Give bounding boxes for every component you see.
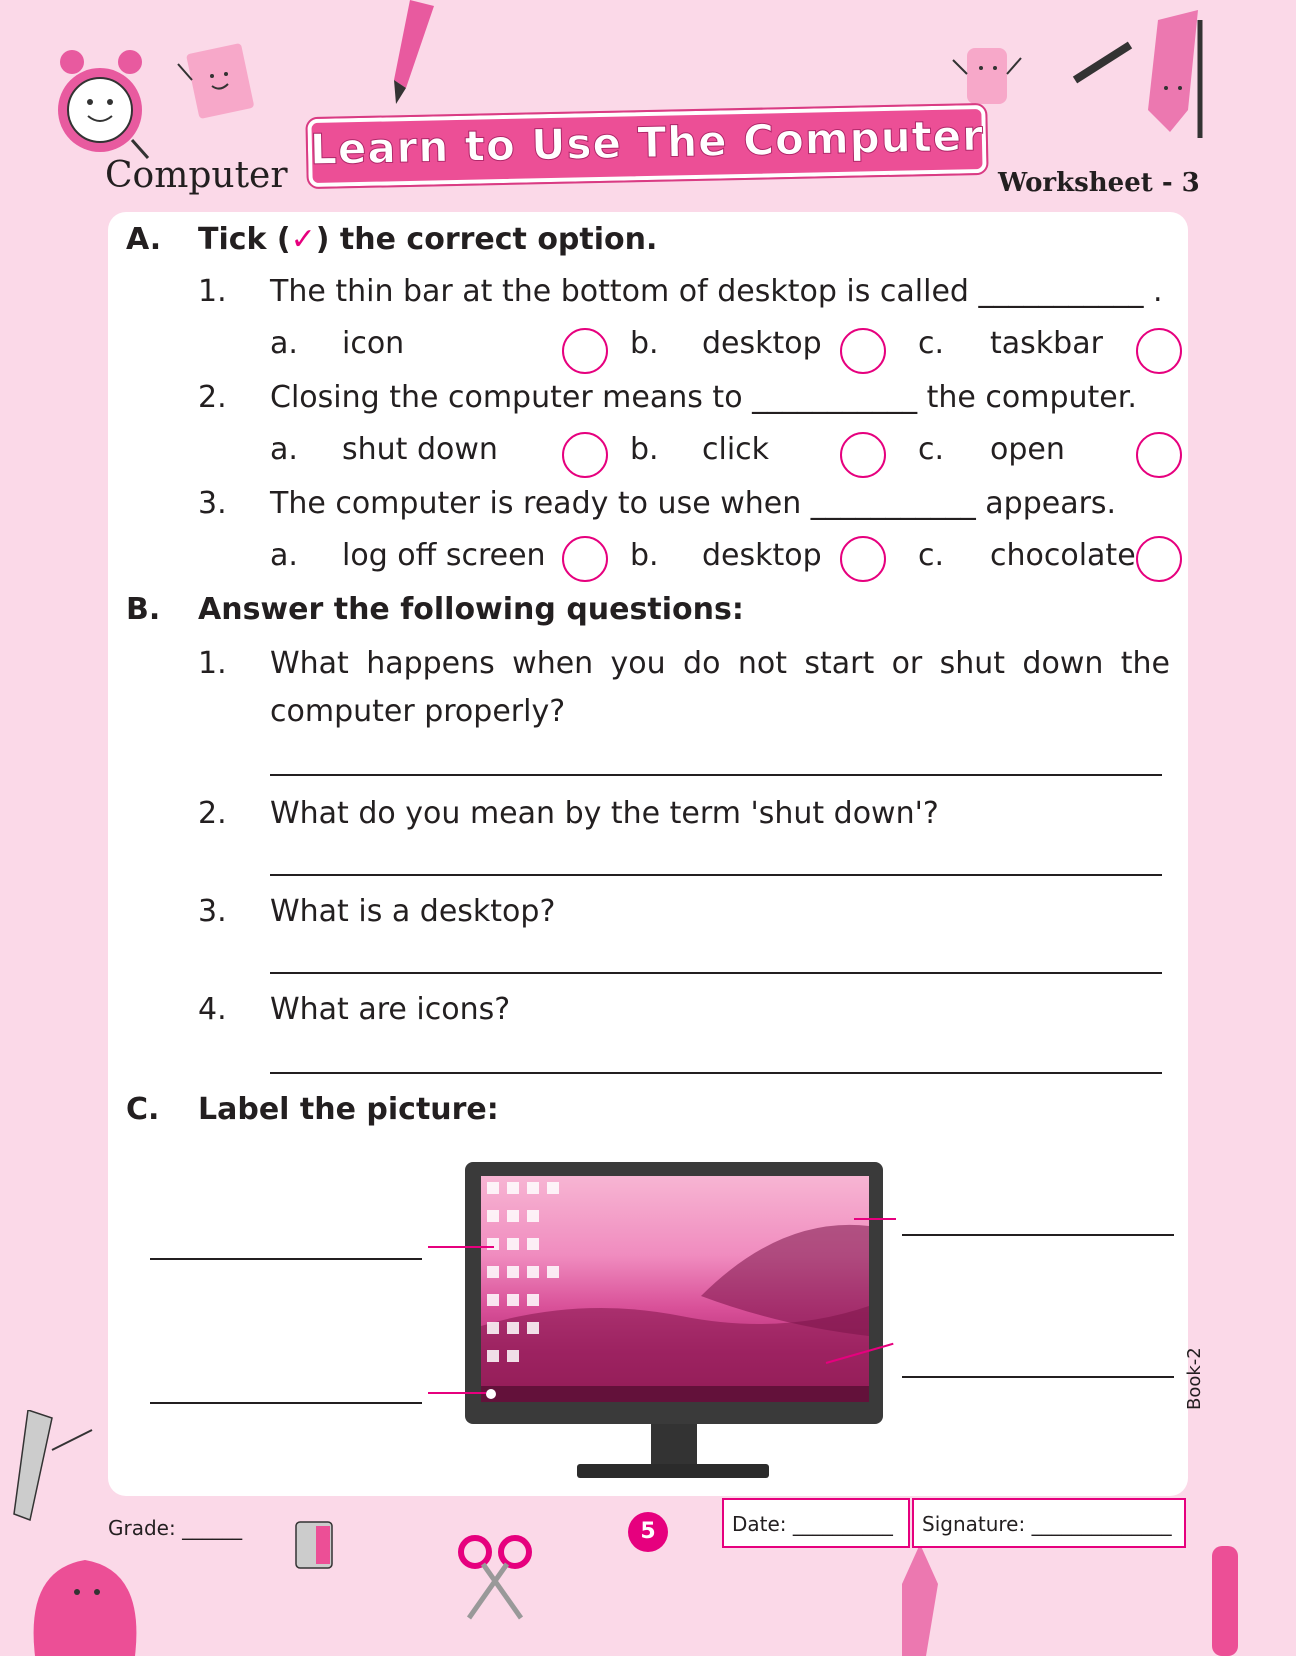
option-letter: b. [630, 326, 659, 361]
option-letter: b. [630, 432, 659, 467]
ruler-character-icon [8, 1410, 98, 1530]
question-a2-number: 2. [198, 380, 227, 415]
answer-line-b3[interactable] [270, 972, 1162, 974]
question-a2-text: Closing the computer means to ___________ the computer. [270, 380, 1137, 415]
alarm-clock-icon [52, 40, 162, 160]
option-letter: a. [270, 538, 298, 573]
answer-circle-a3a[interactable] [562, 536, 608, 582]
label-line-desktop[interactable] [902, 1234, 1174, 1236]
option-text: chocolate [990, 538, 1136, 573]
option-text: desktop [702, 326, 822, 361]
option-letter: c. [918, 326, 945, 361]
subject-label: Computer [105, 155, 288, 196]
sharpener-character-icon [280, 1516, 350, 1586]
worksheet-title: Learn to Use The Computer [309, 110, 985, 175]
question-a1-text: The thin bar at the bottom of desktop is called ___________ . [270, 274, 1163, 309]
pen-character-icon [1190, 1540, 1260, 1656]
question-b3-number: 3. [198, 894, 227, 929]
answer-circle-a1a[interactable] [562, 328, 608, 374]
option-text: shut down [342, 432, 498, 467]
answer-circle-a3c[interactable] [1136, 536, 1182, 582]
answer-circle-a2b[interactable] [840, 432, 886, 478]
worksheet-number: Worksheet - 3 [998, 168, 1200, 198]
pencil-character-icon [1070, 10, 1220, 140]
monitor-base [577, 1464, 769, 1478]
notebook-icon [172, 40, 272, 130]
backpack-icon [15, 1530, 155, 1656]
option-text: log off screen [342, 538, 546, 573]
option-text: open [990, 432, 1065, 467]
section-c-letter: C. [126, 1092, 160, 1127]
question-a1-number: 1. [198, 274, 227, 309]
label-line-start[interactable] [150, 1402, 422, 1404]
question-b2-text: What do you mean by the term 'shut down'? [270, 796, 939, 831]
section-a-letter: A. [126, 222, 162, 257]
option-letter: c. [918, 432, 945, 467]
question-b1-text: What happens when you do not start or shut down the [270, 646, 1170, 681]
pencil-icon [380, 0, 450, 110]
question-b2-number: 2. [198, 796, 227, 831]
taskbar [481, 1386, 869, 1402]
signature-box[interactable] [912, 1498, 1186, 1548]
question-b3-text: What is a desktop? [270, 894, 556, 929]
answer-circle-a1b[interactable] [840, 328, 886, 374]
crayon-character-icon [880, 1544, 960, 1656]
start-icon [486, 1389, 496, 1399]
answer-circle-a1c[interactable] [1136, 328, 1182, 374]
question-b1-text-cont: computer properly? [270, 694, 566, 729]
question-a3-number: 3. [198, 486, 227, 521]
worksheet-title-banner [307, 105, 986, 187]
section-a-title [198, 222, 657, 257]
section-a-title-end: ) the correct option. [315, 222, 658, 257]
option-letter: b. [630, 538, 659, 573]
option-letter: a. [270, 432, 298, 467]
label-arrow [428, 1246, 494, 1248]
page-number: 5 [628, 1512, 668, 1552]
answer-circle-a2c[interactable] [1136, 432, 1182, 478]
answer-line-b4[interactable] [270, 1072, 1162, 1074]
option-text: icon [342, 326, 405, 361]
label-arrow [428, 1392, 486, 1394]
section-b-title: Answer the following questions: [198, 592, 744, 627]
option-text: desktop [702, 538, 822, 573]
book-label: Book-2 [1184, 1347, 1205, 1410]
section-b-letter: B. [126, 592, 161, 627]
date-field[interactable]: Date: __________ [732, 1512, 893, 1536]
question-a3-text: The computer is ready to use when ___________ appears. [270, 486, 1117, 521]
section-c-title: Label the picture: [198, 1092, 499, 1127]
question-b4-text: What are icons? [270, 992, 511, 1027]
answer-circle-a2a[interactable] [562, 432, 608, 478]
label-line-icons[interactable] [150, 1258, 422, 1260]
answer-circle-a3b[interactable] [840, 536, 886, 582]
option-letter: c. [918, 538, 945, 573]
label-line-taskbar[interactable] [902, 1376, 1174, 1378]
tick-icon: ✓ [290, 222, 316, 257]
question-b4-number: 4. [198, 992, 227, 1027]
desktop-wallpaper [481, 1176, 869, 1402]
section-a-title-start: Tick ( [198, 222, 291, 257]
answer-line-b1[interactable] [270, 774, 1162, 776]
scissors-icon [455, 1532, 535, 1622]
signature-field[interactable]: Signature: ______________ [922, 1512, 1172, 1536]
option-letter: a. [270, 326, 298, 361]
answer-line-b2[interactable] [270, 874, 1162, 876]
label-arrow [854, 1218, 896, 1220]
option-text: taskbar [990, 326, 1103, 361]
monitor-stand [651, 1424, 697, 1466]
desktop-screen [481, 1176, 869, 1402]
option-text: click [702, 432, 770, 467]
question-b1-number: 1. [198, 646, 227, 681]
grade-field[interactable]: Grade: ______ [108, 1516, 243, 1540]
date-box[interactable] [722, 1498, 910, 1548]
